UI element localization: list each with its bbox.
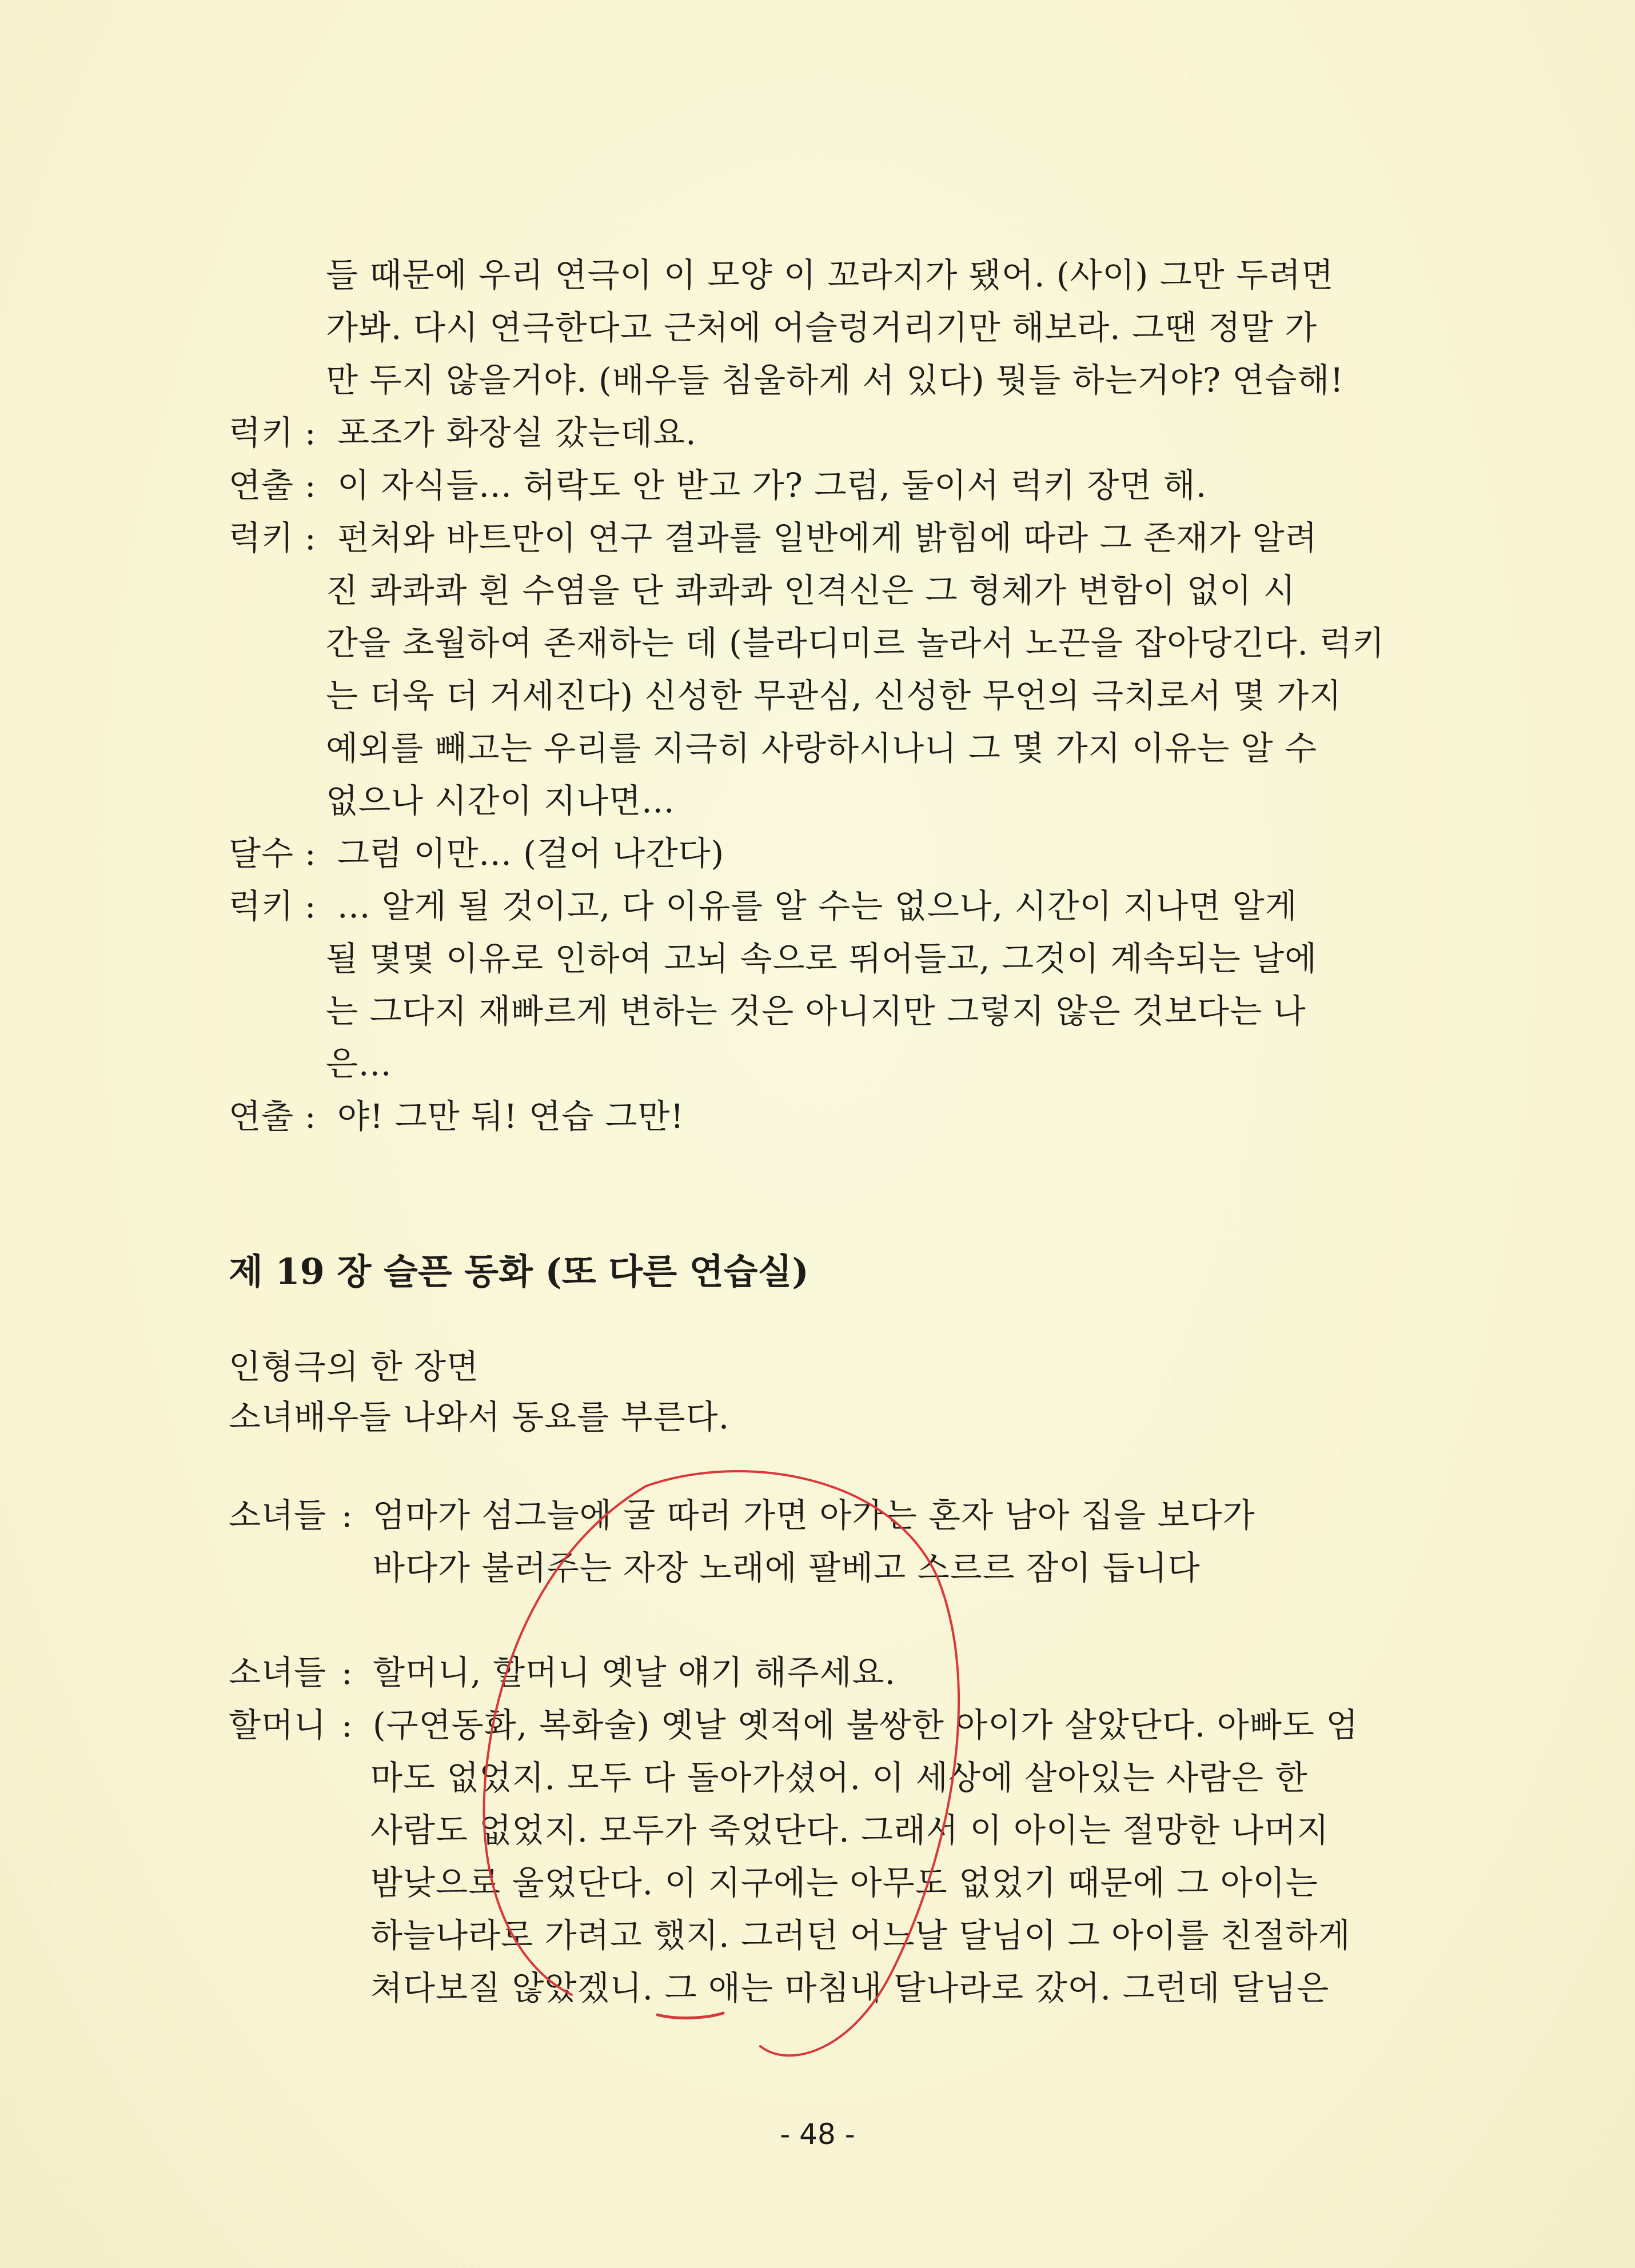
text-line: 야! 그만 둬! 연습 그만! xyxy=(337,1097,684,1136)
text-line: 간을 초월하여 존재하는 데 (블라디미르 놀라서 노끈을 잡아당긴다. 럭키 xyxy=(326,624,1385,662)
text-line: 예외를 빼고는 우리를 지극히 사랑하시나니 그 몇 가지 이유는 알 수 xyxy=(326,729,1318,768)
speaker-name: 럭키 xyxy=(229,518,294,557)
text-line: 만 두지 않을거야. (배우들 침울하게 서 있다) 뭣들 하는거야? 연습해! xyxy=(326,361,1344,400)
chapter-title: 제 19 장 슬픈 동화 (또 다른 연습실) xyxy=(229,1251,809,1292)
text-line: 쳐다보질 않았겠니. 그 애는 마침내 달나라로 갔어. 그런데 달님은 xyxy=(370,1968,1330,2007)
text-line: 할머니, 할머니 옛날 얘기 해주세요. xyxy=(373,1653,896,1692)
speaker-separator: : xyxy=(305,1097,317,1136)
song-line: 바다가 불러주는 자장 노래에 팔베고 스르르 잠이 듭니다 xyxy=(373,1548,1201,1587)
song-line: 엄마가 섬그늘에 굴 따러 가면 아가는 혼자 남아 집을 보다가 xyxy=(373,1496,1255,1535)
speaker-name: 달수 xyxy=(229,834,294,873)
text-line: 없으나 시간이 지나면... xyxy=(326,781,675,820)
text-line: 하늘나라로 가려고 했지. 그러던 어느날 달님이 그 아이를 친절하게 xyxy=(370,1916,1351,1955)
page-number: - 48 - xyxy=(780,2118,855,2151)
text-line: 은... xyxy=(326,1044,392,1083)
text-line: 진 콰콰콰 흰 수염을 단 콰콰콰 인격신은 그 형체가 변함이 없이 시 xyxy=(326,571,1296,610)
text-line: 펀처와 바트만이 연구 결과를 일반에게 밝힘에 따라 그 존재가 알려 xyxy=(337,518,1318,557)
text-line: 사람도 없었지. 모두가 죽었단다. 그래서 이 아이는 절망한 나머지 xyxy=(370,1811,1330,1850)
speaker-separator: : xyxy=(341,1496,353,1535)
speaker-name: 럭키 xyxy=(229,887,294,925)
speaker-name: 연출 xyxy=(229,1097,294,1136)
speaker-name: 럭키 xyxy=(229,413,294,452)
speaker-name: 연출 xyxy=(229,466,294,505)
speaker-separator: : xyxy=(305,834,317,873)
text-line: (구연동화, 복화술) 옛날 옛적에 불쌍한 아이가 살았단다. 아빠도 엄 xyxy=(373,1706,1359,1744)
text-line: 밤낮으로 울었단다. 이 지구에는 아무도 없었기 때문에 그 아이는 xyxy=(370,1863,1318,1902)
speaker-name: 할머니 xyxy=(229,1706,327,1744)
speaker-separator: : xyxy=(305,518,317,557)
text-line: 가봐. 다시 연극한다고 근처에 어슬렁거리기만 해보라. 그땐 정말 가 xyxy=(326,308,1318,347)
text-line: 그럼 이만... (걸어 나간다) xyxy=(337,834,725,873)
text-line: 들 때문에 우리 연극이 이 모양 이 꼬라지가 됐어. (사이) 그만 두려면 xyxy=(326,255,1334,294)
text-line: 포조가 화장실 갔는데요. xyxy=(337,413,697,452)
stage-direction-line: 소녀배우들 나와서 동요를 부른다. xyxy=(229,1397,730,1436)
text-line: 는 그다지 재빠르게 변하는 것은 아니지만 그렇지 않은 것보다는 나 xyxy=(326,992,1306,1031)
stage-direction-line: 인형극의 한 장면 xyxy=(229,1347,480,1386)
speaker-name: 소녀들 xyxy=(229,1653,327,1692)
text-line: 될 몇몇 이유로 인하여 고뇌 속으로 뛰어들고, 그것이 계속되는 날에 xyxy=(326,939,1318,978)
speaker-separator: : xyxy=(341,1653,353,1692)
text-line: ... 알게 될 것이고, 다 이유를 알 수는 없으나, 시간이 지나면 알게 xyxy=(337,887,1298,925)
text-line: 이 자식들... 허락도 안 받고 가? 그럼, 둘이서 럭키 장면 해. xyxy=(337,466,1207,505)
speaker-separator: : xyxy=(305,887,317,925)
text-line: 는 더욱 더 거세진다) 신성한 무관심, 신성한 무언의 극치로서 몇 가지 xyxy=(326,676,1342,715)
speaker-separator: : xyxy=(341,1706,353,1744)
speaker-separator: : xyxy=(305,413,317,452)
speaker-name: 소녀들 xyxy=(229,1496,327,1535)
text-line: 마도 없었지. 모두 다 돌아가셨어. 이 세상에 살아있는 사람은 한 xyxy=(370,1758,1308,1797)
speaker-separator: : xyxy=(305,466,317,505)
